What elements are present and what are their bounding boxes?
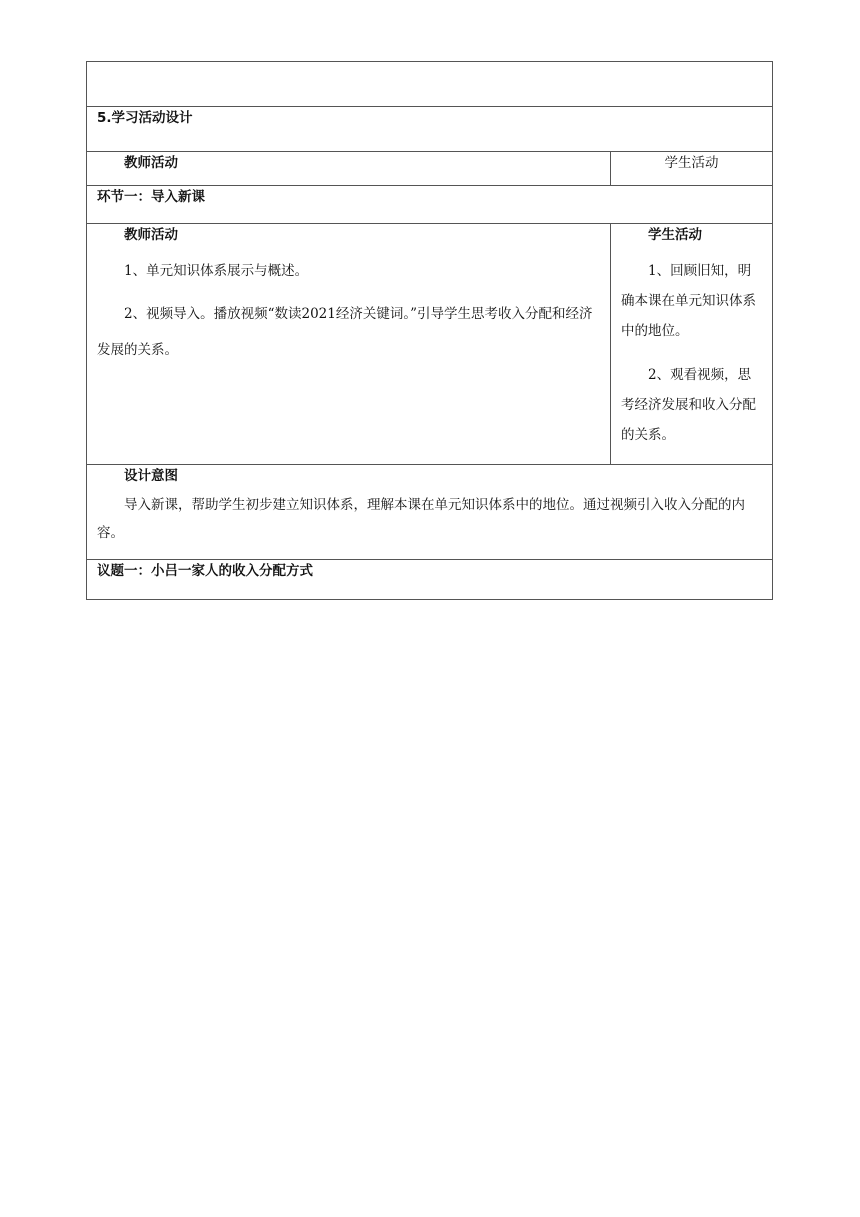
design-intent-heading: 设计意图 <box>124 468 178 484</box>
teacher-activity-cell <box>87 224 611 465</box>
header-student: 学生活动 <box>611 152 773 186</box>
student-activity-cell <box>611 224 773 465</box>
lesson-design-table <box>86 61 773 600</box>
empty-cell <box>87 62 773 107</box>
stage1-title-row <box>87 186 773 224</box>
section-title-row <box>87 107 773 152</box>
design-intent-text: 导入新课，帮助学生初步建立知识体系，理解本课在单元知识体系中的地位。通过视频引入收入分配的内容。 <box>97 497 745 541</box>
header-row <box>87 152 773 186</box>
topic1-title: 议题一：小吕一家人的收入分配方式 <box>87 560 773 600</box>
student-item: 1、回顾旧知，明确本课在单元知识体系中的地位。 <box>621 263 756 339</box>
section-title: 5.学习活动设计 <box>87 107 773 152</box>
stage1-content-row <box>87 224 773 465</box>
design-intent-row <box>87 465 773 560</box>
topic1-row <box>87 560 773 600</box>
student-item: 2、观看视频，思考经济发展和收入分配的关系。 <box>621 367 756 443</box>
teacher-item: 2、视频导入。播放视频“数读2021经济关键词。”引导学生思考收入分配和经济发展的关系。 <box>97 306 593 358</box>
stage1-title: 环节一：导入新课 <box>87 186 773 224</box>
teacher-heading: 教师活动 <box>124 227 178 243</box>
student-heading: 学生活动 <box>648 227 702 243</box>
teacher-item: 1、单元知识体系展示与概述。 <box>124 263 309 279</box>
design-intent-cell <box>87 465 773 560</box>
empty-row <box>87 62 773 107</box>
header-teacher: 教师活动 <box>87 152 611 186</box>
